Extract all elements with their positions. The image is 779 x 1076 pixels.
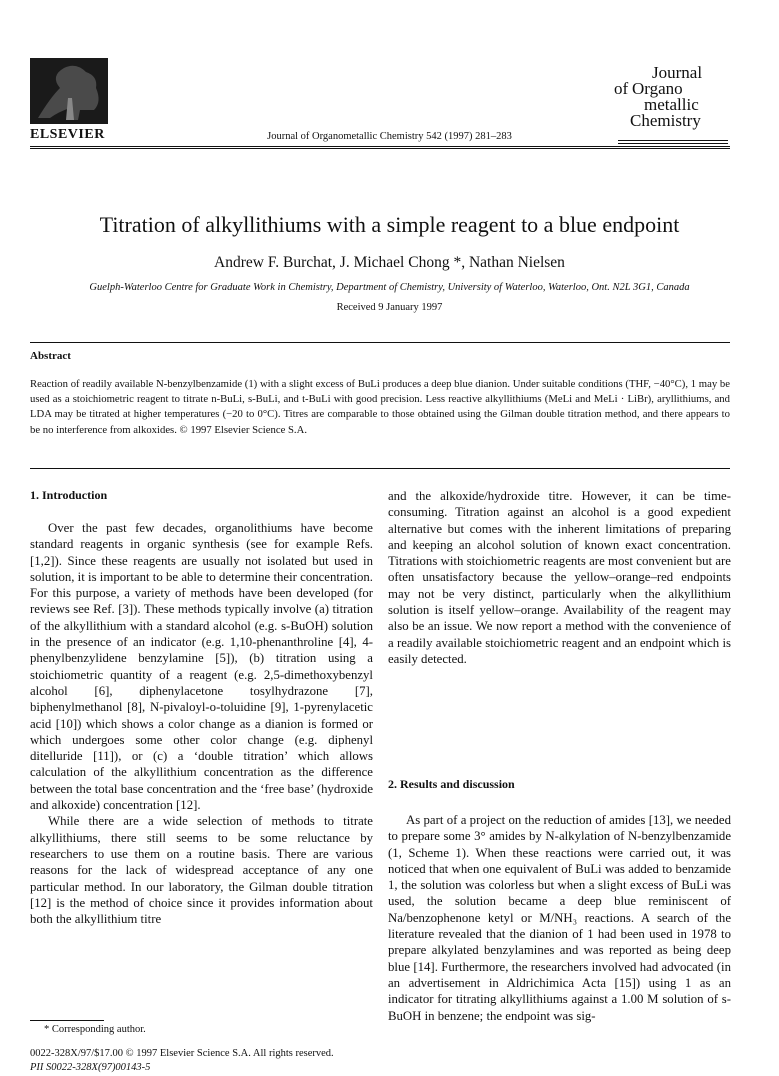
intro-paragraph-continued: and the alkoxide/hydroxide titre. However, it can be time-consuming. Titration against an alcohol is a good expedient alternative but comes with the inherent limitations of preparing and keeping an alcohol solution of known exact concentration. Titrations with stoichiometric reagents are most convenient but are often unsatisfactory because the yellow–orange–red endpoints may not be very distinct, particularly when the alkyllithium solution is itself yellow–orange. Availability of the reagent may also be an issue. We now report a method with the convenience of a readily available stoichiometric reagent and an endpoint which is easily detected.: [388, 489, 731, 666]
publisher-name: ELSEVIER: [30, 127, 105, 142]
journal-logo-line-3: Organo: [632, 79, 683, 98]
journal-logo-line-2: of: [614, 79, 629, 98]
journal-logo-line-1: Journal: [652, 63, 703, 82]
results-paragraph-1: As part of a project on the reduction of amides [13], we needed to prepare some 3° amides by N-alkylation of N-benzylbenzamide (1, Scheme 1). When these reactions were carried out, it was noticed that when one equivalent of BuLi was added to benzamide 1, the solution was colorless but when a slight excess of BuLi was used, the solution became a deep blue reminiscent of Na/benzophenone ketyl or M/NH₃ reactions. A search of the literature revealed that the dianion of 1 had been used in 1978 to prepare alkylated benzylamines and was reported as being deep blue [14]. Furthermore, the researchers involved had advocated (in an advertisement in Aldrichimica Acta [15]) using 1 as an indicator for titrating alkyllithiums against a 1.00 M solution of s-BuOH in benzene; the endpoint was sig-: [388, 813, 731, 1023]
section-2-heading: 2. Results and discussion: [388, 777, 515, 791]
journal-logo-line-5: Chemistry: [630, 111, 701, 130]
header-rule-2: [30, 148, 730, 149]
section-1-heading: 1. Introduction: [30, 488, 108, 502]
copyright-line: 0022-328X/97/$17.00 © 1997 Elsevier Science S.A. All rights reserved.: [30, 1048, 334, 1059]
intro-paragraph-2: While there are a wide selection of methods to titrate alkyllithiums, there still seems to be some reluctance by researchers to use them on a routine basis. There are various reasons for the lack of widespread acceptance of any one particular method. In our laboratory, the Gilman double titration [12] is the method of choice since it provides information about both the alkyllithium titre: [30, 814, 373, 927]
received-date: Received 9 January 1997: [336, 302, 443, 313]
abstract-rule-top: [30, 342, 730, 343]
journal-logo-rule-1: [618, 140, 728, 141]
abstract-rule-bottom: [30, 468, 730, 469]
journal-logo-rule-2: [618, 143, 728, 144]
elsevier-tree-logo-icon: [30, 58, 108, 124]
pii-identifier: PII S0022-328X(97)00143-5: [30, 1062, 151, 1073]
intro-paragraph-1: Over the past few decades, organolithiums have become standard reagents in organic synthesis (see for example Refs. [1,2]). Since these reagents are usually not isolated but used in solution, it is important to be able to determine their concentration. For this purpose, a variety of methods have been developed (for reviews see Ref. [3]). These methods typically involve (a) titration of the alkyllithium with a standard alcohol (e.g. s-BuOH) solution in the presence of an indicator (e.g. 1,10-phenanthroline [4], 4-phenylbenzylidene benzylamine [5]), (b) titration using a stoichiometric quantity of a reagent (e.g. 2,5-dimethoxybenzyl alcohol [6], diphenylacetone tosylhydrazone [7], biphenylmethanol [8], N-pivaloyl-o-toluidine [9], 1-pyrenylacetic acid [10]) which shows a color change as a dianion is formed or which undergoes some other color change (e.g. diphenyl ditelluride [11]), or (c) a ‘double titration’ which allows calculation of the alkyllithium concentration as the difference between the total base concentration and the ‘free base’ (hydroxide and alkoxide) concentration [12].: [30, 521, 373, 813]
author-affiliation: Guelph-Waterloo Centre for Graduate Work in Chemistry, Department of Chemistry, University of Waterloo, Waterloo, Ont. N2L 3G1, Canada: [89, 282, 690, 293]
abstract-heading: Abstract: [30, 350, 71, 362]
journal-logo: [614, 64, 728, 134]
journal-logo-line-4: metallic: [644, 95, 699, 114]
article-title: Titration of alkyllithiums with a simple reagent to a blue endpoint: [99, 212, 680, 237]
header-rule-1: [30, 146, 730, 147]
right-column-top: [388, 488, 731, 667]
footnote-rule: [30, 1020, 104, 1021]
corresponding-author-footnote: * Corresponding author.: [44, 1024, 146, 1035]
abstract-text: Reaction of readily available N-benzylbenzamide (1) with a slight excess of BuLi produces a deep blue dianion. Under suitable conditions (THF, −40°C), 1 may be used as a stoichiometric reagent to titrate n-BuLi, s-BuLi, and t-BuLi with good precision. Less reactive alkyllithiums (MeLi and MeLi · LiBr), aryllithiums, and LDA may be titrated at higher temperatures (−20 to 0°C). Titres are comparable to those obtained using the Gilman double titration method, and there appears to be no interference from alkoxides. © 1997 Elsevier Science S.A.: [30, 378, 730, 436]
article-authors: Andrew F. Burchat, J. Michael Chong *, Nathan Nielsen: [214, 254, 565, 271]
left-column: [30, 520, 373, 927]
journal-citation: Journal of Organometallic Chemistry 542 (1997) 281–283: [267, 131, 512, 142]
right-column-bottom: [388, 812, 731, 1024]
